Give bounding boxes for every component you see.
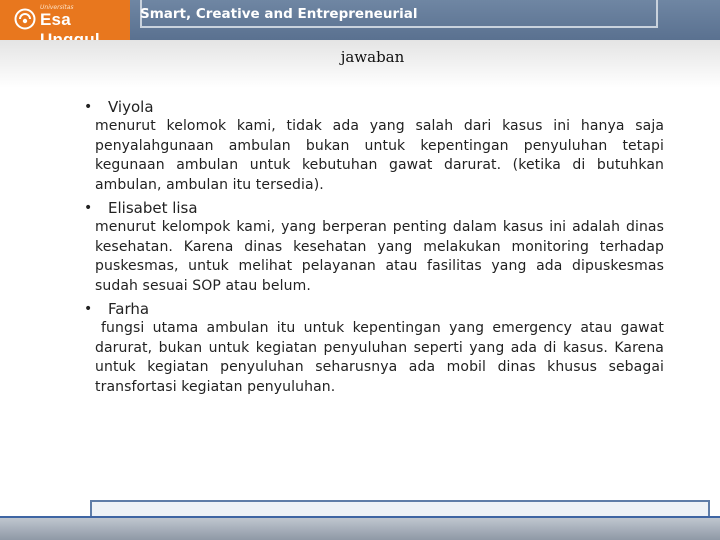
slide-title: jawaban (340, 48, 405, 66)
answer-text: menurut kelompok kami, yang berperan penting dalam kasus ini adalah dinas kesehatan. Karena dinas kesehatan yang melakukan monitoring terhadap puskesmas, untuk melihat pelayanan atau fasilitas yang ada dipuskesmas sudah sesuai SOP atau belum. (95, 219, 664, 294)
answer-text: menurut kelomok kami, tidak ada yang salah dari kasus ini hanya saja penyalahgunaan ambulan bukan untuk kepentingan penyuluhan tetapi kegunaan ambulan untuk kebutuhan gawat darurat. (ketika di butuhkan ambulan, ambulan itu tersedia). (95, 118, 664, 193)
answer-list (76, 96, 664, 397)
logo-subtitle: Universitas (40, 4, 74, 11)
bullet-icon: • (84, 98, 93, 115)
logo-text: Esa (40, 10, 71, 29)
list-item (76, 96, 664, 195)
bullet-icon: • (84, 300, 93, 317)
list-item (76, 298, 664, 397)
logo (0, 0, 130, 40)
bullet-icon: • (84, 199, 93, 216)
list-item (76, 197, 664, 296)
university-emblem-icon (14, 8, 36, 30)
student-name: Viyola (108, 97, 154, 116)
tagline: Smart, Creative and Entrepreneurial (140, 6, 418, 22)
student-name: Elisabet lisa (108, 198, 198, 217)
student-name: Farha (108, 299, 150, 318)
footer-band (0, 518, 720, 540)
answer-text: fungsi utama ambulan itu untuk kepentingan yang emergency atau gawat darurat, bukan untuk kegiatan penyuluhan seperti yang ada di kasus. Karena untuk kegiatan penyuluhan seharusnya ada mobil dinas khusus sebagai transfortasi kegiatan penyuluhan. (95, 320, 664, 395)
header-bar (0, 0, 720, 40)
